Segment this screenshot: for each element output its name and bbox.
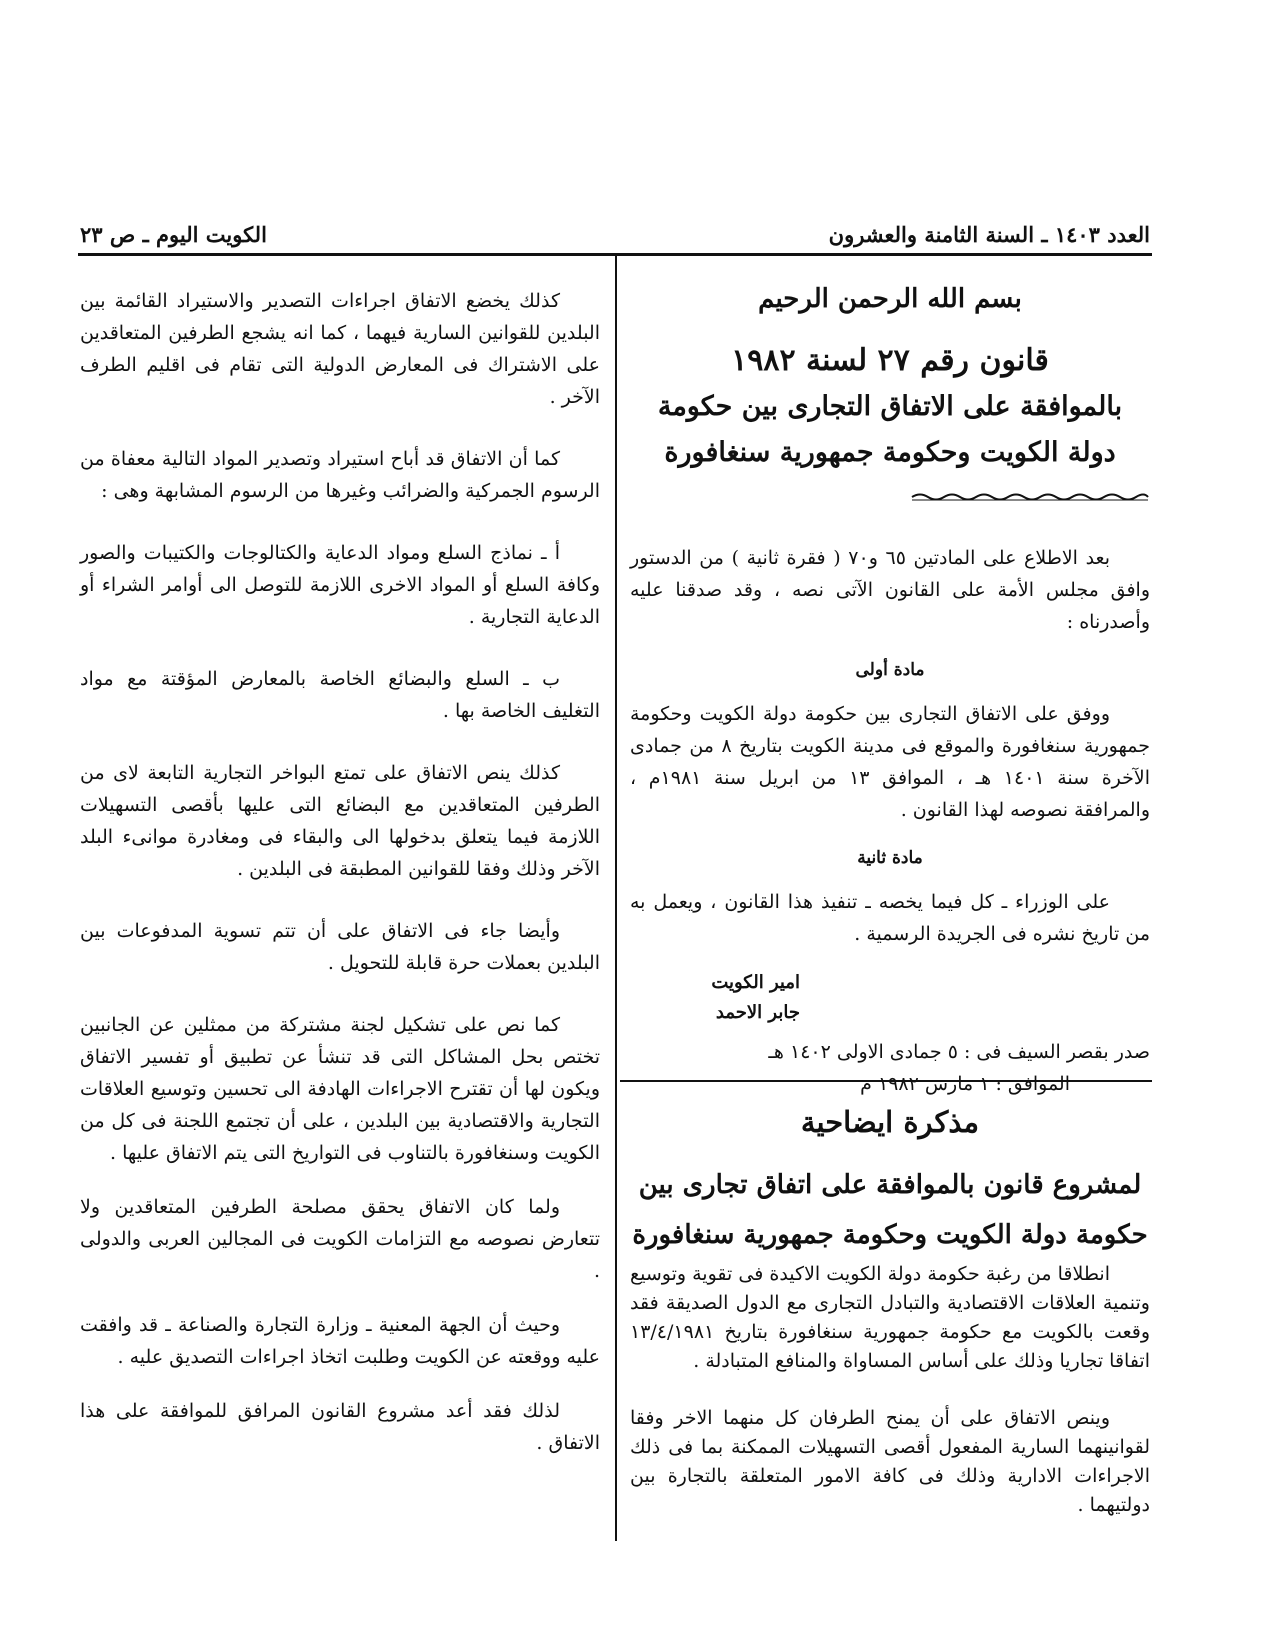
memo-continuation-column [80,285,600,1481]
memo-paragraph-1: انطلاقا من رغبة حكومة دولة الكويت الاكيدة فى تقوية وتوسيع وتنمية العلاقات الاقتصادية والتبادل التجارى مع الدول الصديقة فقد وقعت بالكويت مع حكومة جمهورية سنغافورة بتاريخ ١٣/٤/١٩٨١ اتفاقا تجاريا وذلك على أساس المساواة والمنافع المتبادلة . [630,1263,1150,1372]
law-column [630,280,1150,1100]
issued-line-2: الموافق : ١ مارس ١٩٨٢ م [860,1073,1070,1095]
article-1-title: مادة أولى [855,660,925,680]
basmala: بسم الله الرحمن الرحيم [758,284,1022,314]
left-paragraph: أ ـ نماذج السلع ومواد الدعاية والكتالوجات والكتيبات والصور وكافة السلع أو المواد الاخرى اللازمة للتوصل الى أوامر الشراء أو الدعاية التجارية . [80,542,600,628]
signature-name: جابر الاحمد [715,1002,800,1023]
left-paragraph: لذلك فقد أعد مشروع القانون المرافق للموافقة على هذا الاتفاق . [80,1400,600,1454]
issue-header: العدد ١٤٠٣ ـ السنة الثامنة والعشرون [828,222,1150,247]
section-rule [620,1080,1152,1082]
issued-line-1: صدر بقصر السيف فى : ٥ جمادى الاولى ١٤٠٢ هـ [768,1041,1150,1063]
article-2-title: مادة ثانية [857,848,923,868]
column-divider [615,256,617,1541]
memo-section [630,1100,1150,1548]
left-paragraph: كذلك يخضع الاتفاق اجراءات التصدير والاستيراد القائمة بين البلدين للقوانين السارية فيهما ، كما انه يشجع الطرفين المتعاقدين على الاشتراك فى المعارض الدولية التى تقام فى اقليم الطرف الآخر . [80,290,600,408]
left-paragraph: وأيضا جاء فى الاتفاق على أن تتم تسوية المدفوعات بين البلدين بعملات حرة قابلة للتحويل . [80,920,600,974]
left-paragraph: وحيث أن الجهة المعنية ـ وزارة التجارة والصناعة ـ قد وافقت عليه ووقعته عن الكويت وطلبت اتخاذ اجراءات التصديق عليه . [80,1314,600,1368]
left-paragraph: كما أن الاتفاق قد أباح استيراد وتصدير المواد التالية معفاة من الرسوم الجمركية والضرائب وغيرها من الرسوم المشابهة وهى : [80,448,600,502]
article-2-text: على الوزراء ـ كل فيما يخصه ـ تنفيذ هذا القانون ، ويعمل به من تاريخ نشره فى الجريدة الرسمية . [630,891,1150,945]
left-paragraph: ولما كان الاتفاق يحقق مصلحة الطرفين المتعاقدين ولا تتعارض نصوصه مع التزامات الكويت فى المجالين العربى والدولى . [80,1196,600,1282]
left-paragraph: ب ـ السلع والبضائع الخاصة بالمعارض المؤقتة مع مواد التغليف الخاصة بها . [80,668,600,722]
left-paragraph: كما نص على تشكيل لجنة مشتركة من ممثلين عن الجانبين تختص بحل المشاكل التى قد تنشأ عن تطبيق أو تفسير الاتفاق ويكون لها أن تقترح الاجراءات الهادفة الى تحسين وتوسيع العلاقات التجارية والاقتصادية بين البلدين ، على أن تجتمع اللجنة فى كل من الكويت وسنغافورة بالتناوب فى التواريخ التى يتم الاتفاق عليها . [80,1014,600,1164]
law-subtitle: بالموافقة على الاتفاق التجارى بين حكومة دولة الكويت وحكومة جمهورية سنغافورة [657,391,1123,468]
law-title: قانون رقم ٢٧ لسنة ١٩٨٢ [731,343,1049,378]
left-paragraph: كذلك ينص الاتفاق على تمتع البواخر التجارية التابعة لاى من الطرفين المتعاقدين مع البضائع التى عليها بأقصى التسهيلات اللازمة فيما يتعلق بدخولها الى والبقاء فى ومغادرة موانىء البلد الآخر وذلك وفقا للقوانين المطبقة فى البلدين . [80,762,600,880]
memo-paragraph-2: وينص الاتفاق على أن يمنح الطرفان كل منهما الاخر وفقا لقوانينهما السارية المفعول أقصى التسهيلات الممكنة بما فى ذلك الاجراءات الادارية وذلك فى كافة الامور المتعلقة بالتجارة بين دولتيهما . [630,1407,1150,1516]
memo-subtitle: لمشروع قانون بالموافقة على اتفاق تجارى بين حكومة دولة الكويت وحكومة جمهورية سنغافورة [632,1170,1148,1250]
article-1-text: ووفق على الاتفاق التجارى بين حكومة دولة الكويت وحكومة جمهورية سنغافورة والموقع فى مدينة الكويت بتاريخ ٨ من جمادى الآخرة سنة ١٤٠١ هـ ، الموافق ١٣ من ابريل سنة ١٩٨١م ، والمرافقة نصوصه لهذا القانون . [630,703,1151,821]
page-header: الكويت اليوم ـ ص ٢٣ [80,222,267,247]
law-preamble: بعد الاطلاع على المادتين ٦٥ و٧٠ ( فقرة ثانية ) من الدستور وافق مجلس الأمة على القانون الآتى نصه ، وقد صدقنا عليه وأصدرناه : [630,547,1150,633]
memo-title: مذكرة ايضاحية [800,1105,980,1139]
ornament-divider [910,492,1150,502]
signature-title: امير الكويت [711,972,800,993]
